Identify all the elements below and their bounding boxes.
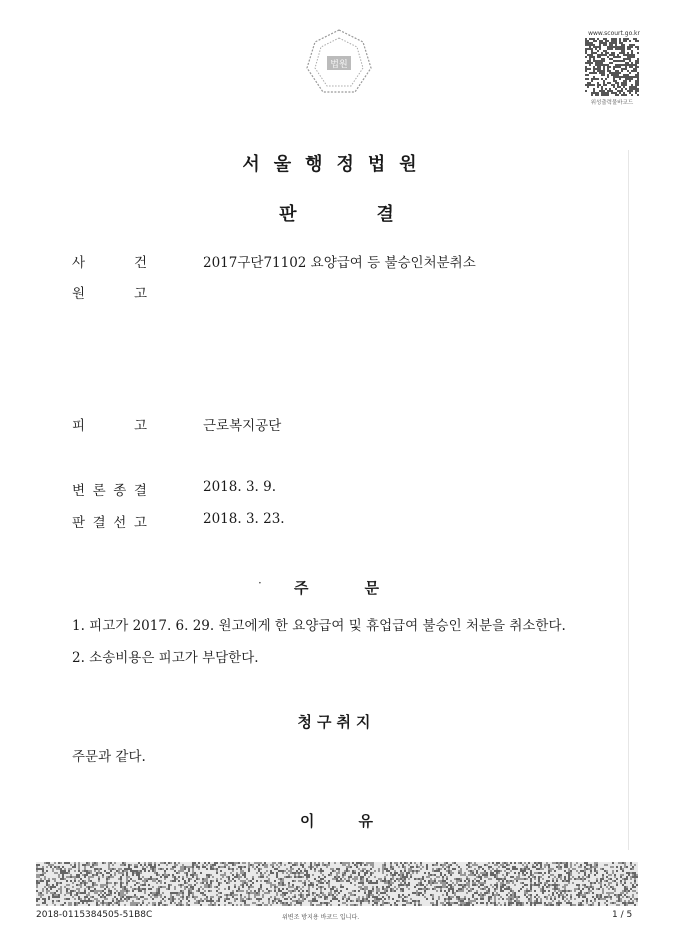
order-item-2: 2. 소송비용은 피고가 부담한다.	[72, 650, 259, 666]
reason-title-right: 유	[358, 812, 373, 830]
label-char: 결	[133, 483, 147, 499]
order-item-1: 1. 피고가 2017. 6. 29. 원고에게 한 요양급여 및 휴업급여 불승인 처분을 취소한다.	[72, 618, 566, 634]
field-label-case	[72, 251, 147, 271]
judgment-title	[0, 200, 673, 226]
field-label-sentence-date	[72, 511, 147, 531]
label-char: 고	[133, 418, 147, 434]
label-char: 피	[72, 418, 86, 434]
label-char: 선	[113, 515, 127, 531]
label-char: 변	[72, 483, 86, 499]
judgment-title-right: 결	[376, 204, 394, 225]
order-title-right: 문	[364, 579, 379, 597]
label-char: 고	[133, 286, 147, 302]
label-char: 결	[92, 515, 106, 531]
reason-title-left: 이	[300, 812, 315, 830]
field-value-sentence-date: 2018. 3. 23.	[203, 511, 285, 527]
judgment-title-left: 판	[279, 204, 297, 225]
order-dot: ·	[258, 576, 262, 590]
label-char: 고	[133, 515, 147, 531]
label-char: 판	[72, 515, 86, 531]
label-char: 사	[72, 255, 86, 271]
field-value-hearing-closed: 2018. 3. 9.	[203, 479, 276, 495]
field-label-plaintiff	[72, 282, 147, 302]
label-char: 론	[92, 483, 106, 499]
field-label-defendant	[72, 414, 147, 434]
order-title	[0, 577, 673, 598]
field-value-defendant: 근로복지공단	[203, 418, 282, 434]
qr-code	[585, 38, 639, 96]
court-name: 서울행정법원	[242, 154, 431, 175]
claim-title: 청구취지	[297, 713, 376, 731]
qr-caption: 위성출력물바코드	[590, 100, 634, 106]
footer-note: 위변조 방지용 바코드 입니다.	[282, 914, 360, 921]
page-edge-line	[628, 150, 629, 850]
court-seal-emblem	[303, 28, 375, 96]
page-number: 1 / 5	[612, 910, 633, 920]
label-char: 건	[133, 255, 147, 271]
label-char: 종	[113, 483, 127, 499]
field-value-case: 2017구단71102 요양급여 등 불승인처분취소	[203, 255, 476, 271]
reason-title	[0, 810, 673, 831]
anti-forgery-barcode	[36, 862, 638, 906]
seal-text: 법원	[330, 60, 348, 70]
qr-url: www.scourt.go.kr	[588, 30, 640, 37]
field-label-hearing-closed	[72, 479, 147, 499]
label-char: 원	[72, 286, 86, 302]
claim-text: 주문과 같다.	[72, 749, 146, 765]
order-title-left: 주	[294, 579, 309, 597]
document-id: 2018-0115384505-51B8C	[36, 910, 153, 920]
